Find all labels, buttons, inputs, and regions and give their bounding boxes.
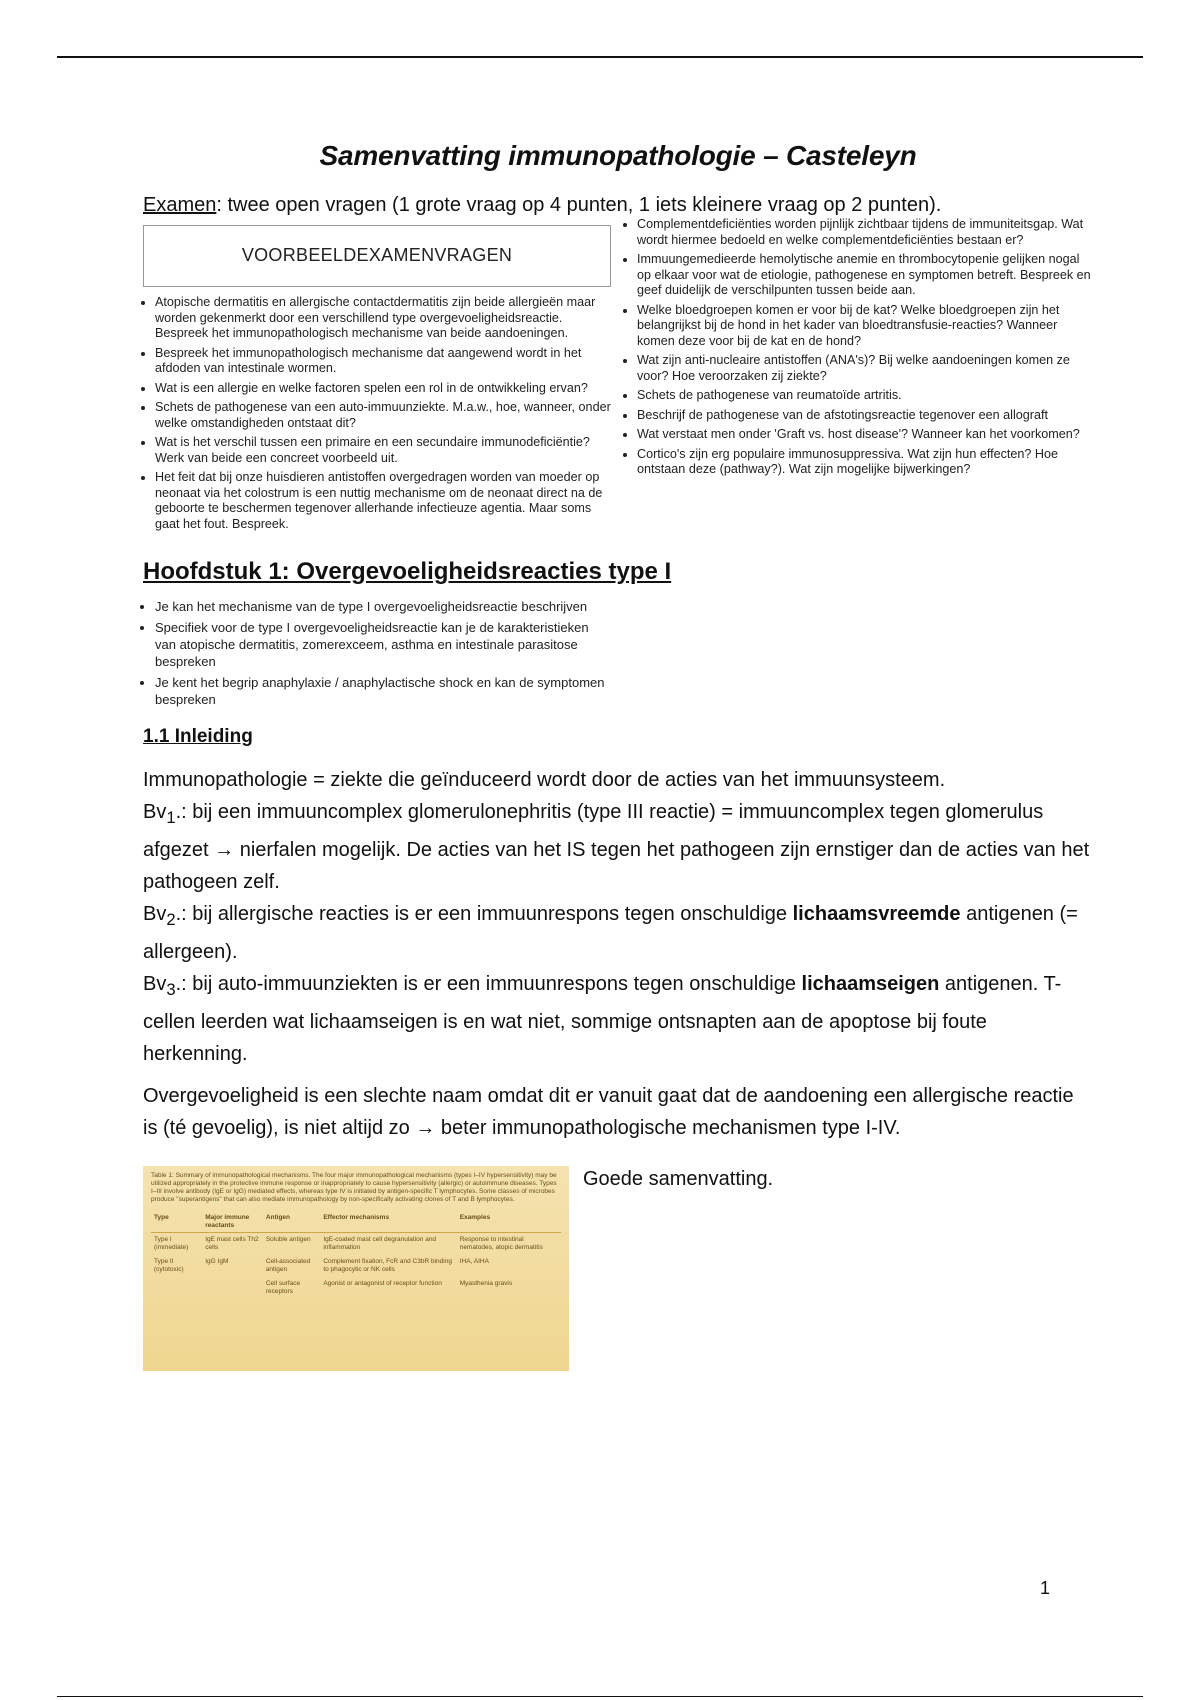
header-rule	[57, 56, 1143, 58]
table-header: Type	[151, 1212, 202, 1233]
table-row	[151, 1255, 561, 1277]
bv2-bold: lichaamsvreemde	[792, 903, 961, 925]
questions-right-list	[625, 217, 1093, 478]
question-item: • Wat zijn anti-nucleaire antistoffen (ANA's)? Bij welke aandoeningen komen ze voor? Hoe veroorzaken zij ziekte?	[637, 353, 1093, 384]
table-row	[151, 1233, 561, 1256]
examples-box: VOORBEELDEXAMENVRAGEN	[143, 225, 611, 287]
questions-left-list	[143, 295, 611, 532]
bv1-sub: 1	[166, 808, 176, 827]
table-cell	[151, 1277, 202, 1299]
questions-left-column	[143, 221, 611, 536]
chapter-heading: Hoofdstuk 1: Overgevoeligheidsreacties type I	[143, 558, 672, 585]
exam-line	[143, 194, 1093, 217]
example-questions	[143, 217, 1093, 536]
bv2-prefix: Bv	[143, 903, 167, 925]
table-cell: Type I (immediate)	[154, 1236, 189, 1251]
question-item: • Complementdeficiënties worden pijnlijk zichtbaar tijdens de immuniteitsgap. Wat wordt hiermee bedoeld en welke complementdeficiënties bestaan er?	[637, 217, 1093, 248]
goal-item: • Je kan het mechanisme van de type I overgevoeligheidsreactie beschrijven	[155, 598, 613, 615]
exam-text: : twee open vragen (1 grote vraag op 4 punten, 1 iets kleinere vraag op 2 punten).	[216, 194, 942, 216]
bv3-text: .: bij auto-immuunziekten is er een immuunrespons tegen onschuldige	[175, 973, 802, 995]
table-row	[151, 1277, 561, 1299]
summary-table-image	[143, 1166, 569, 1371]
intro-line: Immunopathologie = ziekte die geïnduceerd wordt door de acties van het immuunsysteem.	[143, 769, 946, 791]
question-item: • Wat is het verschil tussen een primaire en een secundaire immunodeficiëntie? Werk van beide een concreet voorbeeld uit.	[155, 435, 611, 466]
table-cell: IgE-coated mast cell degranulation and inflammation	[323, 1236, 437, 1251]
table-cell	[202, 1277, 263, 1299]
page-content	[143, 140, 1093, 1371]
table-cell: Response to intestinal nematodes, atopic dermatitis	[459, 1236, 543, 1251]
bv3-end: antigenen. T-cellen leerden wat lichaamseigen is en wat niet, sommige ontsnapten aan de apoptose bij foute herkenning.	[143, 973, 1062, 1065]
table-cell: Cell surface receptors	[265, 1280, 301, 1295]
question-item: • Het feit dat bij onze huisdieren antistoffen overgedragen worden van moeder op neonaat via het colostrum is een nuttig mechanisme om de neonaat direct na de geboorte te beschermen tegenover allerhande infectieuze agentia. Maar soms gaat het fout. Bespreek.	[155, 470, 611, 532]
table-header: Major immune reactants	[202, 1212, 263, 1233]
table-cell: Complement fixation, FcR and C3bR binding to phagocytic or NK cells	[323, 1258, 452, 1273]
table-caption: Table 1: Summary of immunopathological mechanisms. The four major immunopathological mechanisms (types I–IV hypersensitivity) may be utilized appropriately in the protective immune response or inappropriately to cause hypersensitivity (allergic) or autoimmune diseases. Types I–III involve antibody (IgE or IgG) mediated effects, whereas type IV is initiated by antigen-specific T lymphocytes. Some classes of microbes produce "superantigens" that can also mediate immunopathology by non-specifically activating clones of T and B lymphocytes.	[151, 1172, 557, 1203]
table-header: Antigen	[263, 1212, 321, 1233]
question-item: • Wat is een allergie en welke factoren spelen een rol in de ontwikkeling ervan?	[155, 381, 611, 397]
table-cell: Cell-associated antigen	[265, 1258, 311, 1273]
summary-table	[151, 1212, 561, 1299]
table-cell: IgG IgM	[205, 1258, 229, 1265]
table-header: Examples	[457, 1212, 561, 1233]
bv3-bold: lichaamseigen	[801, 973, 940, 995]
exam-label: Examen	[143, 194, 217, 216]
question-item: • Beschrijf de pathogenese van de afstotingsreactie tegenover een allograft	[637, 408, 1093, 424]
page-number: 1	[1040, 1578, 1051, 1598]
table-cell: Soluble antigen	[265, 1236, 311, 1243]
bv2-end: antigenen (= allergeen).	[143, 903, 1078, 963]
table-cell: Agonist or antagonist of receptor function	[323, 1280, 442, 1287]
table-cell: Myasthenia gravis	[459, 1280, 513, 1287]
question-item: • Atopische dermatitis en allergische contactdermatitis zijn beide allergieën maar worden gekenmerkt door een verschillend type overgevoeligheidsreactie. Bespreek het immunopathologisch mechanisme van beide aandoeningen.	[155, 295, 611, 342]
question-item: • Bespreek het immunopathologisch mechanisme dat aangewend wordt in het afdoden van intestinale wormen.	[155, 346, 611, 377]
table-cell: IgE mast cells Th2 cells	[205, 1236, 259, 1251]
bv3-prefix: Bv	[143, 973, 167, 995]
goal-item: • Je kent het begrip anaphylaxie / anaphylactische shock en kan de symptomen bespreken	[155, 674, 613, 708]
learning-goals	[143, 598, 613, 708]
table-cell: IHA, AIHA	[459, 1258, 489, 1265]
goal-item: • Specifiek voor de type I overgevoeligheidsreactie kan je de karakteristieken van atopische dermatitis, zomerexceem, asthma en intestinale parasitose bespreken	[155, 619, 613, 670]
table-cell: Type II (cytotoxic)	[154, 1258, 184, 1273]
bv3-sub: 3	[166, 980, 176, 999]
question-item: • Welke bloedgroepen komen er voor bij de kat? Welke bloedgroepen zijn het belangrijkst bij de hond in het kader van bloedtransfusie-reacties? Wanneer komen deze voor bij de kat en de hond?	[637, 303, 1093, 350]
section-heading: 1.1 Inleiding	[143, 726, 253, 747]
side-note: Goede samenvatting.	[583, 1168, 774, 1190]
question-item: • Wat verstaat men onder 'Graft vs. host disease'? Wanneer kan het voorkomen?	[637, 427, 1093, 443]
intro-paragraph	[143, 764, 1093, 1070]
figure-row	[143, 1166, 1093, 1371]
question-item: • Cortico's zijn erg populaire immunosuppressiva. Wat zijn hun effecten? Hoe ontstaan deze (pathway?). Wat zijn mogelijke bijwerkingen?	[637, 447, 1093, 478]
question-item: • Schets de pathogenese van een auto-immuunziekte. M.a.w., hoe, wanneer, onder welke omstandigheden ontstaat dit?	[155, 400, 611, 431]
question-item: • Schets de pathogenese van reumatoïde artritis.	[637, 388, 1093, 404]
page-title: Samenvatting immunopathologie – Casteleyn	[319, 140, 917, 171]
bv1-prefix: Bv	[143, 801, 167, 823]
overgevoeligheid-paragraph: Overgevoeligheid is een slechte naam omdat dit er vanuit gaat dat de aandoening een allergische reactie is (té gevoelig), is niet altijd zo → beter immunopathologische mechanismen type I-IV.	[143, 1085, 1074, 1139]
questions-right-column	[625, 217, 1093, 482]
table-header: Effector mechanisms	[320, 1212, 456, 1233]
bv2-text: .: bij allergische reacties is er een immuunrespons tegen onschuldige	[175, 903, 793, 925]
footer-rule	[57, 1696, 1143, 1697]
bv1-text: .: bij een immuuncomplex glomerulonephritis (type III reactie) = immuuncomplex tegen glomerulus afgezet → nierfalen mogelijk. De acties van het IS tegen het pathogeen zijn ernstiger dan de acties van het pathogeen zelf.	[143, 801, 1090, 893]
bv2-sub: 2	[166, 910, 176, 929]
question-item: • Immuungemedieerde hemolytische anemie en thrombocytopenie gelijken nogal op elkaar voor wat de etiologie, pathogenese en symptomen betreft. Bespreek en geef duidelijk de verschilpunten tussen beide aan.	[637, 252, 1093, 299]
